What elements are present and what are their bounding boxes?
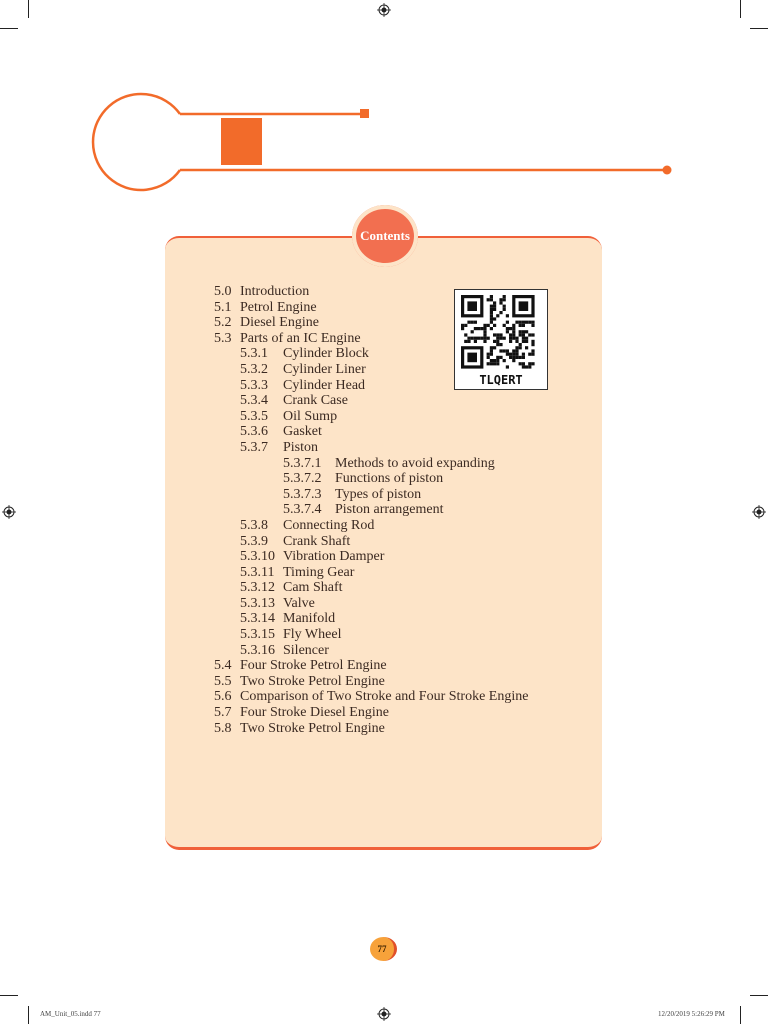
registration-mark-icon [752, 505, 766, 519]
toc-item-title: Cylinder Liner [283, 361, 366, 377]
footer-timestamp: 12/20/2019 5:26:29 PM [658, 1010, 725, 1018]
toc-item-title: Two Stroke Petrol Engine [240, 720, 385, 736]
toc-item-number: 5.7 [214, 705, 232, 721]
toc-item-title: Silencer [283, 642, 329, 658]
toc-item-number: 5.3.6 [240, 424, 268, 440]
chapter-header-decoration [0, 0, 768, 200]
toc-item-number: 5.3.10 [240, 549, 275, 565]
toc-item-title: Piston [283, 439, 319, 455]
toc-item-title: Crank Shaft [283, 533, 351, 549]
crop-mark [740, 1006, 741, 1024]
toc-item-title: Oil Sump [283, 408, 338, 424]
toc-item-number: 5.3.4 [240, 393, 268, 409]
toc-item-number: 5.3.9 [240, 533, 268, 549]
toc-item-title: Fly Wheel [283, 627, 342, 643]
registration-mark-icon [2, 505, 16, 519]
toc-item-title: Valve [283, 595, 315, 611]
crop-mark [28, 1006, 29, 1024]
toc-item-number: 5.0 [214, 284, 232, 299]
toc-item-number: 5.3.7.3 [283, 486, 322, 502]
toc-item-title: Two Stroke Petrol Engine [240, 673, 385, 689]
toc-item-number: 5.1 [214, 299, 232, 315]
toc-item-title: Gasket [283, 424, 322, 440]
footer-file-name: AM_Unit_05.indd 77 [40, 1010, 101, 1018]
contents-label: Contents [360, 228, 410, 243]
toc-item-title: Methods to avoid expanding [335, 455, 495, 471]
qr-code-text: TLQERT [479, 373, 523, 387]
toc-item-number: 5.3.16 [240, 642, 275, 658]
toc-item-title: Cylinder Head [283, 377, 366, 393]
toc-item-title: Piston arrangement [335, 502, 444, 518]
toc-item-number: 5.3.8 [240, 517, 268, 533]
toc-item-number: 5.3.7.2 [283, 471, 322, 487]
toc-item-number: 5.5 [214, 673, 232, 689]
qr-code[interactable] [454, 289, 548, 390]
toc-item-number: 5.3.7 [240, 439, 268, 455]
toc-item-number: 5.3.5 [240, 408, 268, 424]
toc-item-title: Cam Shaft [283, 580, 343, 596]
toc-item-number: 5.3.15 [240, 627, 275, 643]
toc-item-number: 5.6 [214, 689, 232, 705]
toc-item-title: Manifold [283, 611, 336, 627]
toc-item-title: Vibration Damper [283, 549, 385, 565]
toc-item-number: 5.3.7.4 [283, 502, 322, 518]
toc-item-number: 5.3.1 [240, 346, 268, 362]
toc-item-number: 5.3.14 [240, 611, 275, 627]
toc-item-title: Cylinder Block [283, 346, 369, 362]
toc-item-number: 5.3.2 [240, 361, 268, 377]
toc-item-title: Connecting Rod [283, 517, 375, 533]
toc-item-number: 5.3 [214, 330, 232, 346]
toc-item-number: 5.2 [214, 315, 232, 331]
toc-item-number: 5.8 [214, 720, 232, 736]
qr-code-icon [461, 295, 541, 370]
toc-item-number: 5.3.3 [240, 377, 268, 393]
toc-item-number: 5.3.12 [240, 580, 275, 596]
toc-item-title: Types of piston [335, 486, 422, 502]
toc-item-title: Diesel Engine [240, 315, 319, 331]
toc-item-number: 5.3.13 [240, 595, 275, 611]
toc-item-number: 5.3.11 [240, 564, 275, 580]
toc-item-number: 5.4 [214, 658, 232, 674]
toc-item-title: Timing Gear [283, 564, 355, 580]
toc-item-number: 5.3.7.1 [283, 455, 322, 471]
page-number: 77 [370, 937, 397, 961]
registration-mark-icon [377, 1007, 391, 1021]
toc-item-title: Crank Case [283, 393, 348, 409]
toc-item-title: Functions of piston [335, 471, 444, 487]
toc-item-title: Four Stroke Diesel Engine [240, 705, 389, 721]
toc-item-title: Four Stroke Petrol Engine [240, 658, 387, 674]
crop-mark [0, 995, 18, 996]
toc-item-title: Comparison of Two Stroke and Four Stroke Engine [240, 689, 529, 705]
contents-badge [352, 205, 418, 267]
toc-item-title: Introduction [240, 284, 310, 299]
toc-item-title: Parts of an IC Engine [240, 330, 361, 346]
crop-mark [750, 995, 768, 996]
toc-item-title: Petrol Engine [240, 299, 317, 315]
